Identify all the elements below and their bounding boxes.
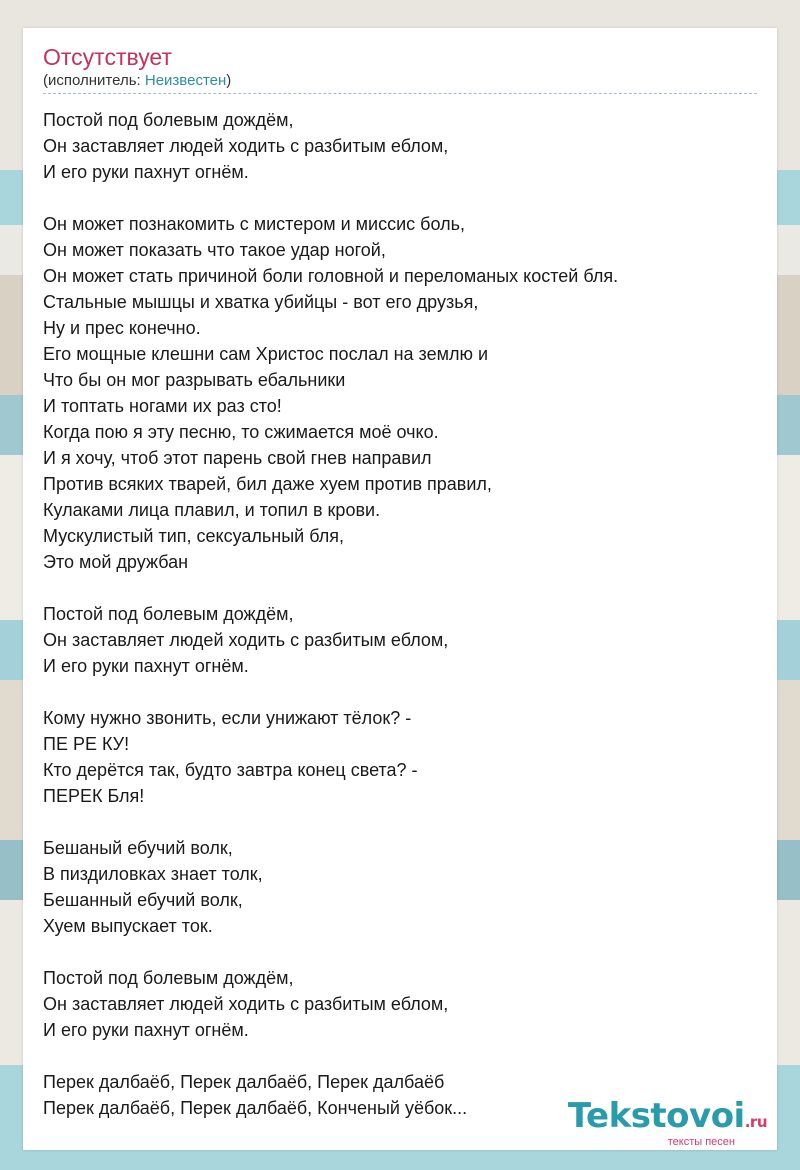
lyric-line: Его мощные клешни сам Христос послал на землю и (43, 344, 489, 364)
logo-tld: .ru (744, 1113, 767, 1131)
lyric-line: Когда пою я эту песню, то сжимается моё очко. (43, 422, 439, 442)
lyric-line: Постой под болевым дождём, (43, 604, 294, 624)
site-logo[interactable] (568, 1098, 767, 1148)
lyric-line: Кулаками лица плавил, и топил в крови. (43, 500, 381, 520)
lyric-line: Перек далбаёб, Перек далбаёб, Конченый уёбок... (43, 1098, 468, 1118)
lyric-line: Хуем выпускает ток. (43, 916, 213, 936)
lyric-line: Против всяких тварей, бил даже хуем против правил, (43, 474, 492, 494)
lyric-line: Это мой дружбан (43, 552, 189, 572)
lyric-line: ПЕ РЕ КУ! (43, 734, 130, 754)
lyric-line: Он заставляет людей ходить с разбитым еблом, (43, 994, 449, 1014)
lyric-line (43, 679, 763, 705)
lyric-line (43, 809, 763, 835)
lyric-line (43, 185, 763, 211)
lyric-line: Он может познакомить с мистером и миссис боль, (43, 214, 465, 234)
logo-name: Tekstovoi (567, 1096, 745, 1136)
lyric-line: В пиздиловках знает толк, (43, 864, 263, 884)
lyric-line (43, 939, 763, 965)
lyric-line: И его руки пахнут огнём. (43, 1020, 249, 1040)
lyric-line: Он может показать что такое удар ногой, (43, 240, 386, 260)
lyric-line: Бешаный ебучий волк, (43, 838, 233, 858)
lyric-line: И его руки пахнут огнём. (43, 162, 249, 182)
lyric-line: Он может стать причиной боли головной и переломаных костей бля. (43, 266, 619, 286)
lyric-line: И топтать ногами их раз сто! (43, 396, 282, 416)
lyric-line: Постой под болевым дождём, (43, 968, 294, 988)
lyric-line: Стальные мышцы и хватка убийцы - вот его друзья, (43, 292, 479, 312)
lyric-line: Бешанный ебучий волк, (43, 890, 243, 910)
lyrics-card (23, 28, 777, 1150)
lyric-line: Ну и прес конечно. (43, 318, 201, 338)
lyric-line: Мускулистый тип, сексуальный бля, (43, 526, 344, 546)
lyric-line (43, 575, 763, 601)
title-divider (43, 93, 757, 94)
logo-tagline: тексты песен (667, 1136, 735, 1148)
lyric-line: Кому нужно звонить, если унижают тёлок? - (43, 708, 412, 728)
lyrics-text (43, 107, 763, 1121)
lyric-line: Что бы он мог разрывать ебальники (43, 370, 346, 390)
lyric-line (43, 1043, 763, 1069)
lyric-line: Он заставляет людей ходить с разбитым еблом, (43, 630, 449, 650)
song-title: Отсутствует (43, 44, 172, 70)
lyric-line: Кто дерётся так, будто завтра конец света? - (43, 760, 418, 780)
lyric-line: Перек далбаёб, Перек далбаёб, Перек далбаёб (43, 1072, 445, 1092)
lyric-line: ПЕРЕК Бля! (43, 786, 145, 806)
lyric-line: Постой под болевым дождём, (43, 110, 294, 130)
lyric-line: Он заставляет людей ходить с разбитым еблом, (43, 136, 449, 156)
lyric-line: И я хочу, чтоб этот парень свой гнев направил (43, 448, 432, 468)
artist-link[interactable]: Неизвестен (144, 72, 227, 89)
artist-prefix: (исполнитель: (43, 72, 145, 89)
artist-line (43, 72, 231, 89)
lyric-line: И его руки пахнут огнём. (43, 656, 249, 676)
artist-suffix: ) (226, 72, 232, 89)
